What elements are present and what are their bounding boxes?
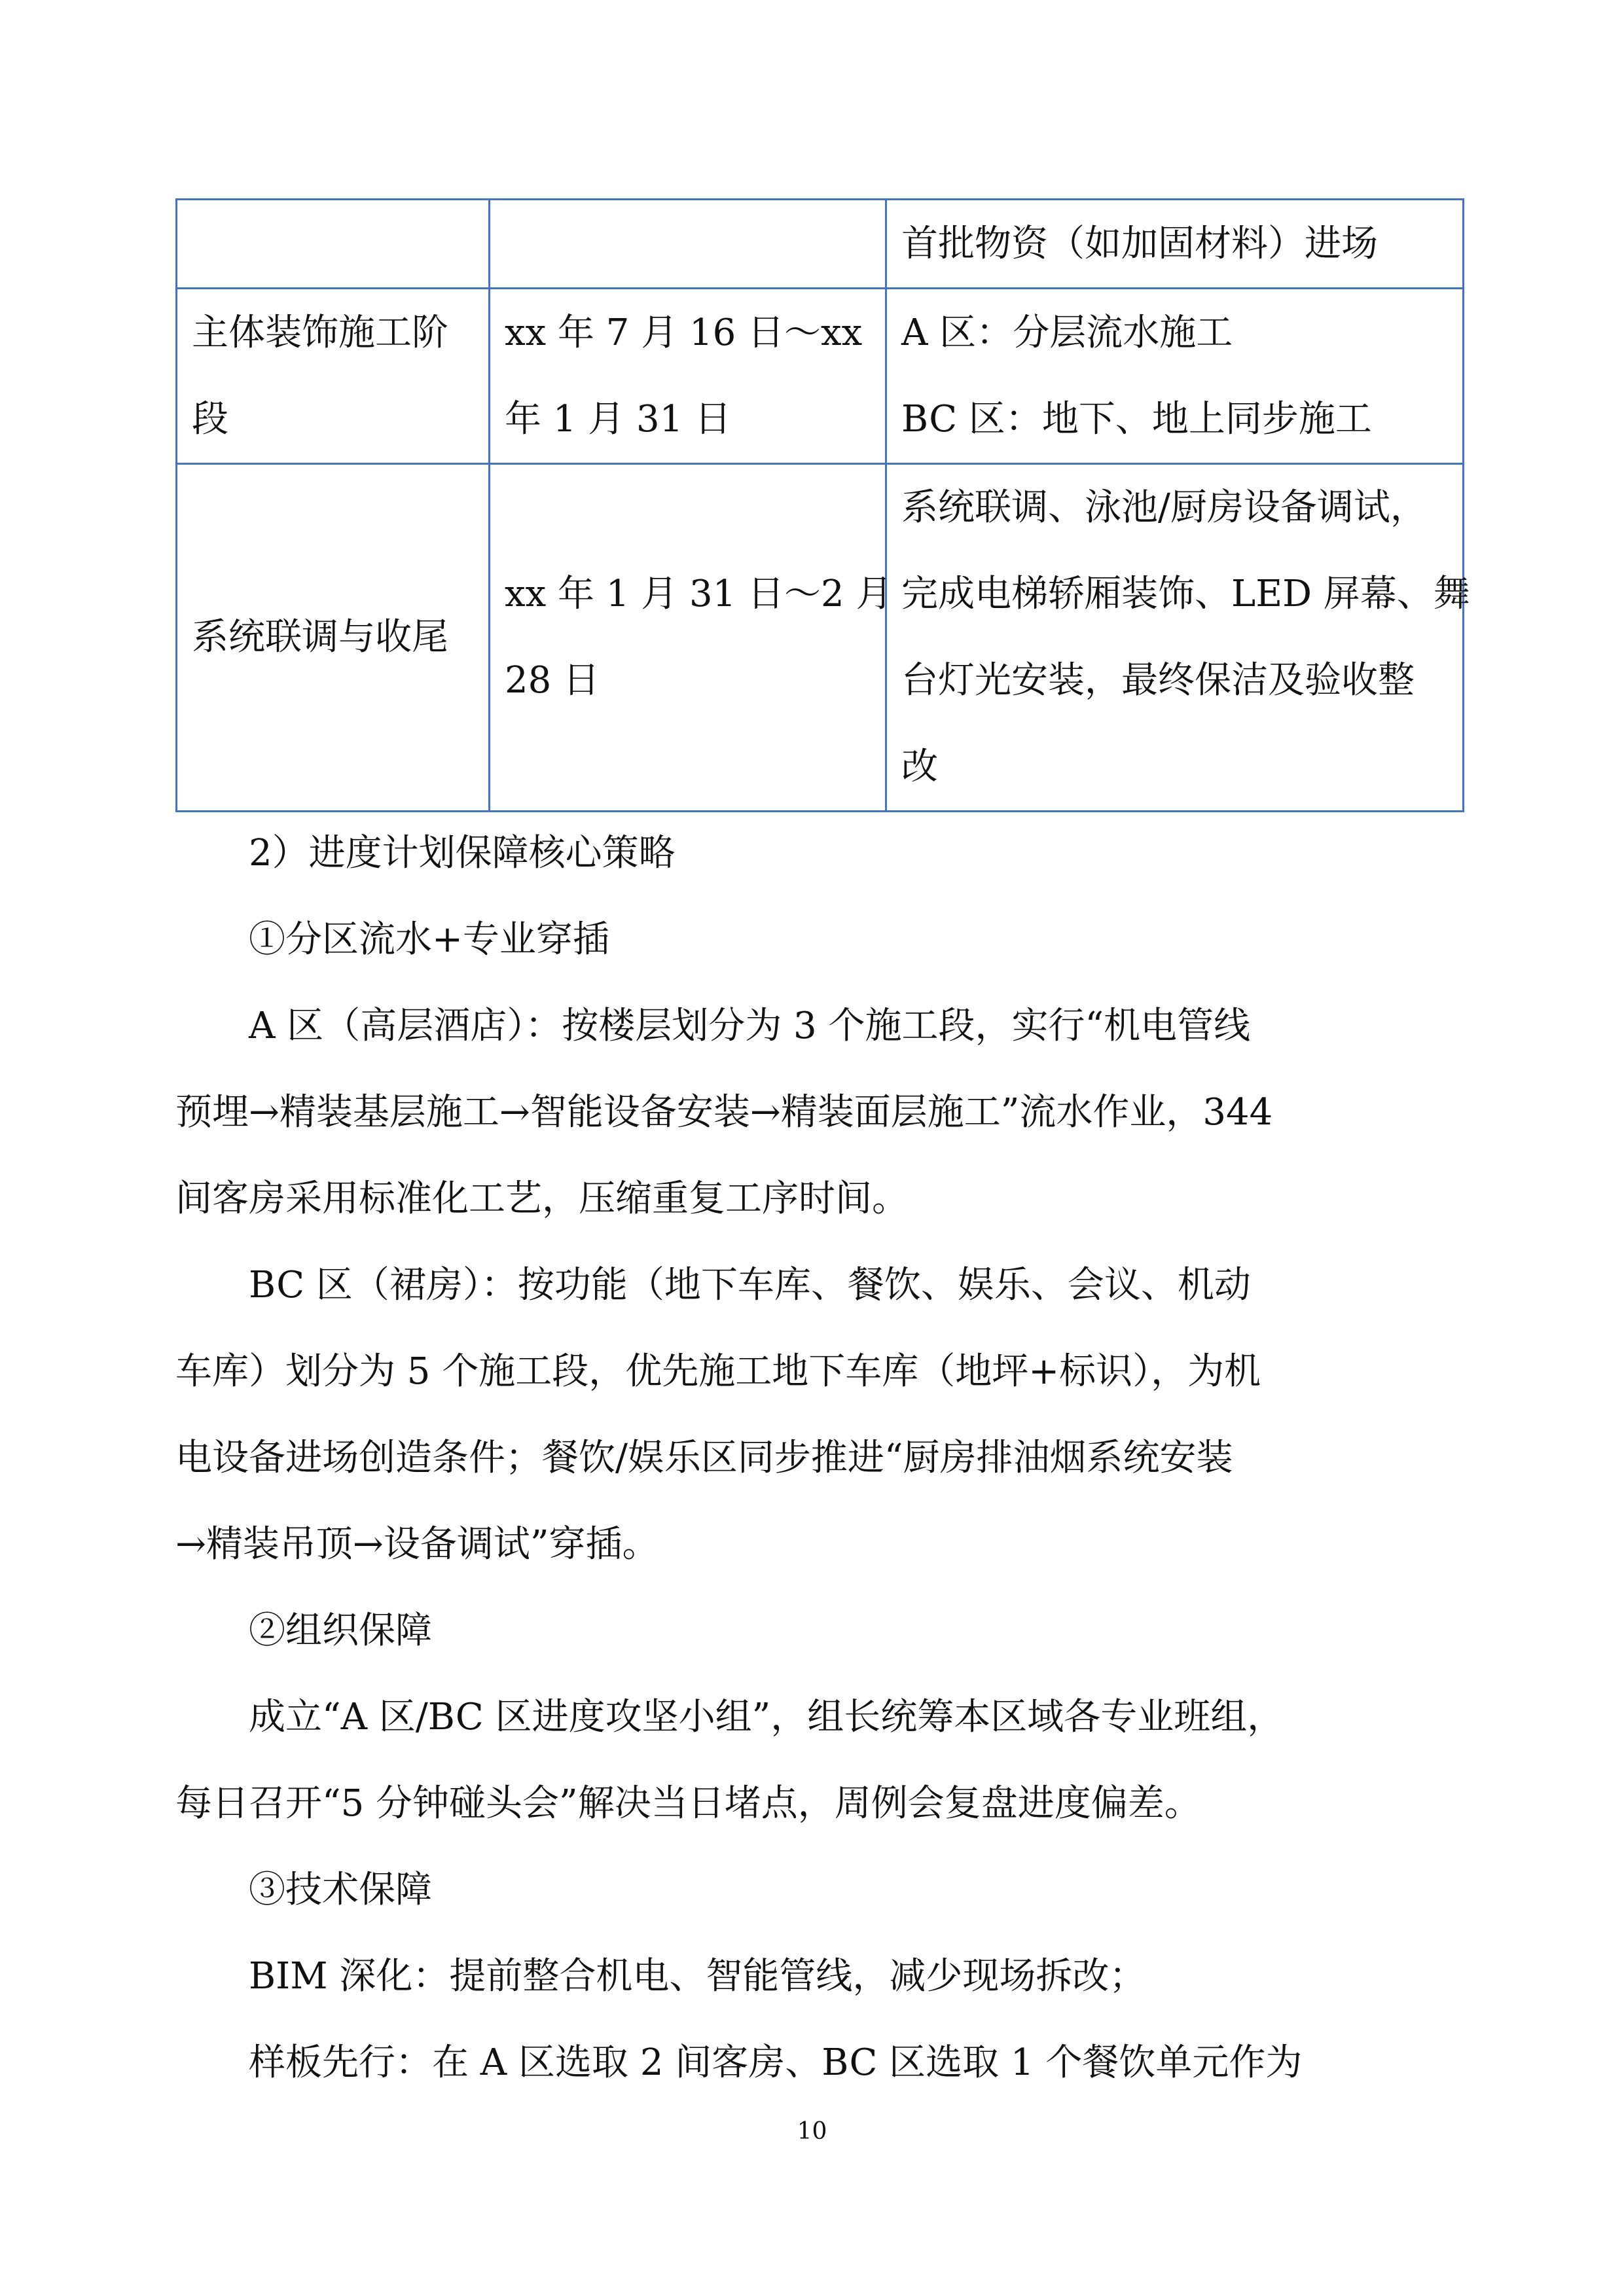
item2-paragraph <box>175 1674 1388 1847</box>
cell-line: xx 年 7 月 16 日～xx <box>505 311 863 354</box>
schedule-table <box>175 198 1470 812</box>
paragraph-line: 每日召开“5 分钟碰头会”解决当日堵点，周例会复盘进度偏差。 <box>175 1782 1201 1825</box>
table-row <box>177 464 1464 812</box>
cell-line: 系统联调与收尾 <box>192 616 448 658</box>
document-body <box>175 810 1388 2106</box>
cell-line: 年 1 月 31 日 <box>505 397 732 440</box>
cell-line: 段 <box>192 397 228 440</box>
item1-title: ①分区流水+专业穿插 <box>249 918 609 961</box>
item3-title: ③技术保障 <box>249 1869 432 1911</box>
cell-line: A 区：分层流水施工 <box>901 311 1233 354</box>
cell-line: 主体装饰施工阶 <box>192 311 448 354</box>
paragraph-line: 间客房采用标准化工艺，压缩重复工序时间。 <box>175 1177 909 1220</box>
cell-line: 系统联调、泳池/厨房设备调试， <box>901 486 1427 529</box>
item2-title: ②组织保障 <box>249 1609 432 1652</box>
strategy-heading: 2）进度计划保障核心策略 <box>249 832 676 874</box>
page-number: 10 <box>797 2118 827 2145</box>
bim-paragraph: BIM 深化：提前整合机电、智能管线，减少现场拆改； <box>249 1955 1146 1998</box>
sample-paragraph: 样板先行：在 A 区选取 2 间客房、BC 区选取 1 个餐饮单元作为 <box>249 2041 1303 2084</box>
cell-line: 改 <box>901 745 938 788</box>
cell-line: 28 日 <box>505 659 600 702</box>
time-cell <box>490 289 886 464</box>
phase-cell <box>177 289 490 464</box>
cell-line: xx 年 1 月 31 日～2 月 <box>505 573 893 615</box>
table-row <box>177 289 1464 464</box>
phase-cell <box>177 200 490 289</box>
cell-line: 台灯光安装，最终保洁及验收整 <box>901 659 1415 702</box>
cell-line: 首批物资（如加固材料）进场 <box>901 222 1378 265</box>
item1-bc-paragraph <box>175 1242 1388 1588</box>
time-cell <box>490 464 893 812</box>
cell-line: 完成电梯轿厢装饰、LED 屏幕、舞 <box>901 573 1470 615</box>
cell-line: BC 区：地下、地上同步施工 <box>901 397 1372 440</box>
paragraph-line: 预埋→精装基层施工→智能设备安装→精装面层施工”流水作业，344 <box>175 1091 1273 1134</box>
content-cell <box>886 464 1470 812</box>
paragraph-line: A 区（高层酒店）：按楼层划分为 3 个施工段，实行“机电管线 <box>249 1005 1251 1047</box>
item1-a-paragraph <box>175 983 1388 1242</box>
paragraph-line: →精装吊顶→设备调试”穿插。 <box>175 1523 659 1566</box>
paragraph-line: 电设备进场创造条件；餐饮/娱乐区同步推进“厨房排油烟系统安装 <box>175 1437 1233 1479</box>
paragraph-line: 成立“A 区/BC 区进度攻坚小组”，组长统筹本区域各专业班组， <box>249 1696 1284 1738</box>
paragraph-line: 车库）划分为 5 个施工段，优先施工地下车库（地坪+标识），为机 <box>175 1350 1261 1393</box>
paragraph-line: BC 区（裙房）：按功能（地下车库、餐饮、娱乐、会议、机动 <box>249 1264 1251 1306</box>
content-cell <box>886 289 1464 464</box>
table-row <box>177 200 1464 289</box>
content-cell <box>886 200 1464 289</box>
phase-cell <box>177 464 490 812</box>
time-cell <box>490 200 886 289</box>
